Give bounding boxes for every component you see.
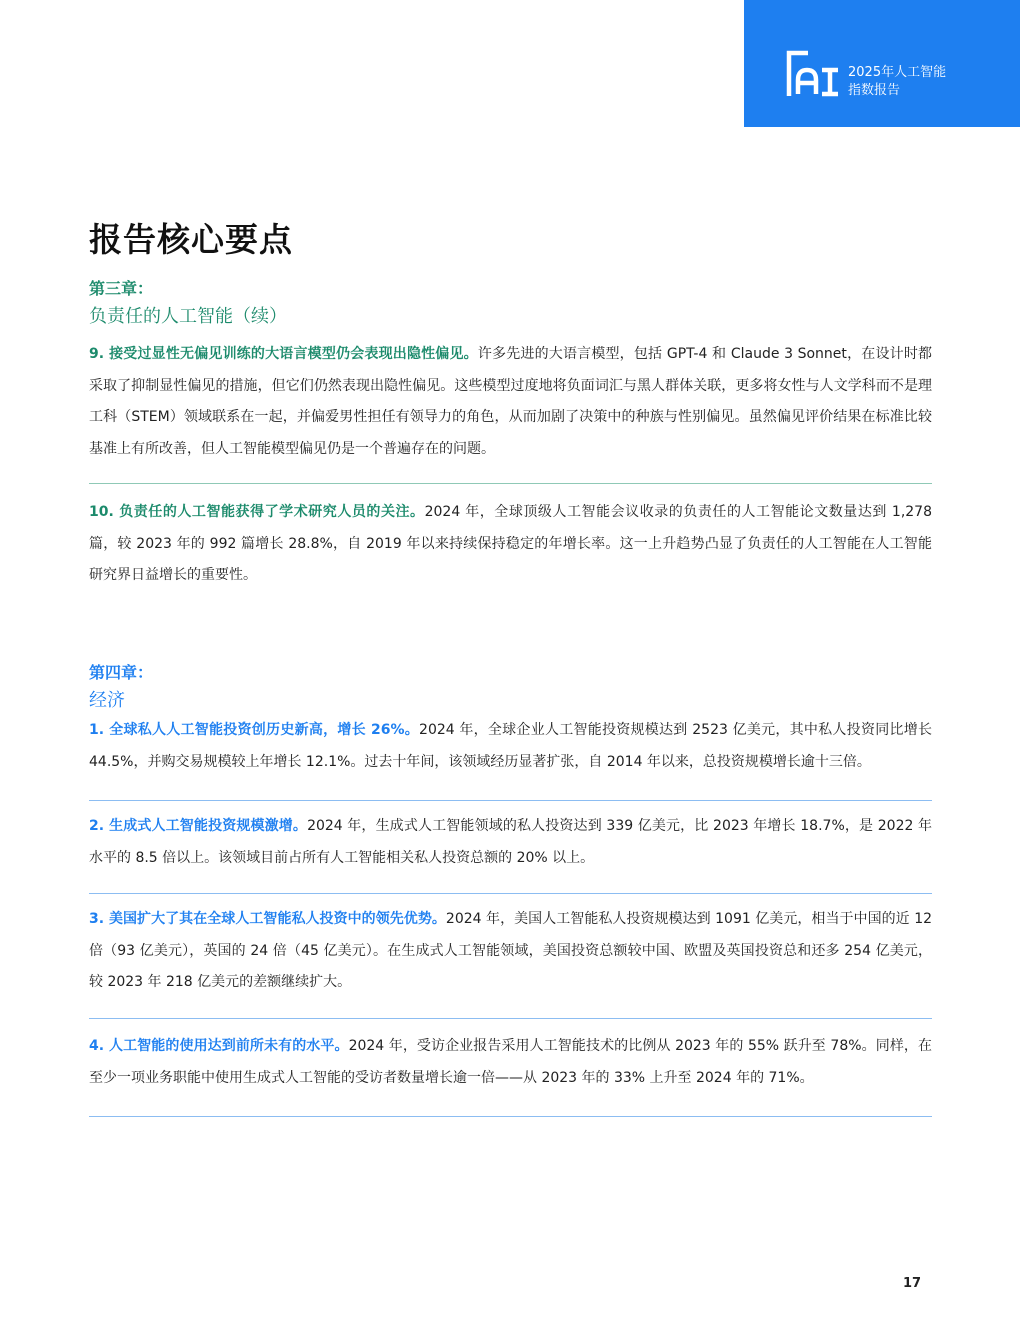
item-body: 2024 年，全球顶级人工智能会议收录的负责任的人工智能论文数量达到 1,278 篇，较 2023 年的 992 篇增长 28.8%，自 2019 年以来持续保持稳定的年增长率。这一上升趋势凸显了负责任的人工智能在人工智能研究界日益增长的重要性。 [89, 504, 932, 583]
item-body: 2024 年，全球企业人工智能投资规模达到 2523 亿美元，其中私人投资同比增长 44.5%，并购交易规模较上年增长 12.1%。过去十年间，该领域经历显著扩张，自 2014 年以来，总投资规模增长逾十三倍。 [89, 722, 932, 770]
item-body: 2024 年，受访企业报告采用人工智能技术的比例从 2023 年的 55% 跃升至 78%。同样，在至少一项业务职能中使用生成式人工智能的受访者数量增长逾一倍——从 2023 年的 33% 上升至 2024 年的 71%。 [89, 1038, 932, 1086]
item-lead: 10. 负责任的人工智能获得了学术研究人员的关注。 [89, 504, 425, 520]
chapter4-item-3 [89, 904, 932, 999]
chapter3-label: 第三章： [89, 279, 154, 298]
chapter4-item-2 [89, 811, 932, 874]
chapter3-item-10 [89, 497, 932, 592]
chapter3-item-9 [89, 339, 932, 465]
item-lead: 2. 生成式人工智能投资规模激增。 [89, 818, 308, 834]
item-body: 2024 年，美国人工智能私人投资规模达到 1091 亿美元，相当于中国的近 12 倍（93 亿美元），英国的 24 倍（45 亿美元）。在生成式人工智能领域，美国投资总额较中国、欧盟及英国投资总和还多 254 亿美元，较 2023 年 218 亿美元的差额继续扩大。 [89, 911, 933, 990]
chapter4-item-1 [89, 715, 932, 778]
report-header-banner [744, 0, 1020, 127]
chapter4-item-4 [89, 1031, 932, 1094]
ai-logo [786, 50, 840, 98]
item-body: 许多先进的大语言模型，包括 GPT-4 和 Claude 3 Sonnet，在设计时都采取了抑制显性偏见的措施，但它们仍然表现出隐性偏见。这些模型过度地将负面词汇与黑人群体关联，更多将女性与人文学科而不是理工科（STEM）领域联系在一起，并偏爱男性担任有领导力的角色，从而加剧了决策中的种族与性别偏见。虽然偏见评价结果在标准比较基准上有所改善，但人工智能模型偏见仍是一个普遍存在的问题。 [89, 346, 933, 457]
page-number: 17 [903, 1276, 922, 1291]
chapter4-subtitle: 经济 [89, 690, 125, 711]
chapter4-label: 第四章： [89, 663, 154, 682]
chapter3-subtitle: 负责任的人工智能（续） [89, 306, 287, 327]
divider [89, 800, 932, 801]
item-lead: 4. 人工智能的使用达到前所未有的水平。 [89, 1038, 349, 1054]
divider [89, 1116, 932, 1117]
divider [89, 1018, 932, 1019]
report-title-line1: 2025年人工智能 [848, 65, 947, 80]
report-title [848, 64, 946, 100]
item-lead: 9. 接受过显性无偏见训练的大语言模型仍会表现出隐性偏见。 [89, 346, 478, 362]
divider [89, 483, 932, 484]
item-lead: 1. 全球私人人工智能投资创历史新高，增长 26%。 [89, 722, 420, 738]
divider [89, 893, 932, 894]
page-title: 报告核心要点 [89, 220, 293, 259]
report-title-line2: 指数报告 [848, 83, 901, 98]
item-lead: 3. 美国扩大了其在全球人工智能私人投资中的领先优势。 [89, 911, 446, 927]
item-body: 2024 年，生成式人工智能领域的私人投资达到 339 亿美元，比 2023 年增长 18.7%，是 2022 年水平的 8.5 倍以上。该领域目前占所有人工智能相关私人投资总额的 20% 以上。 [89, 818, 932, 866]
